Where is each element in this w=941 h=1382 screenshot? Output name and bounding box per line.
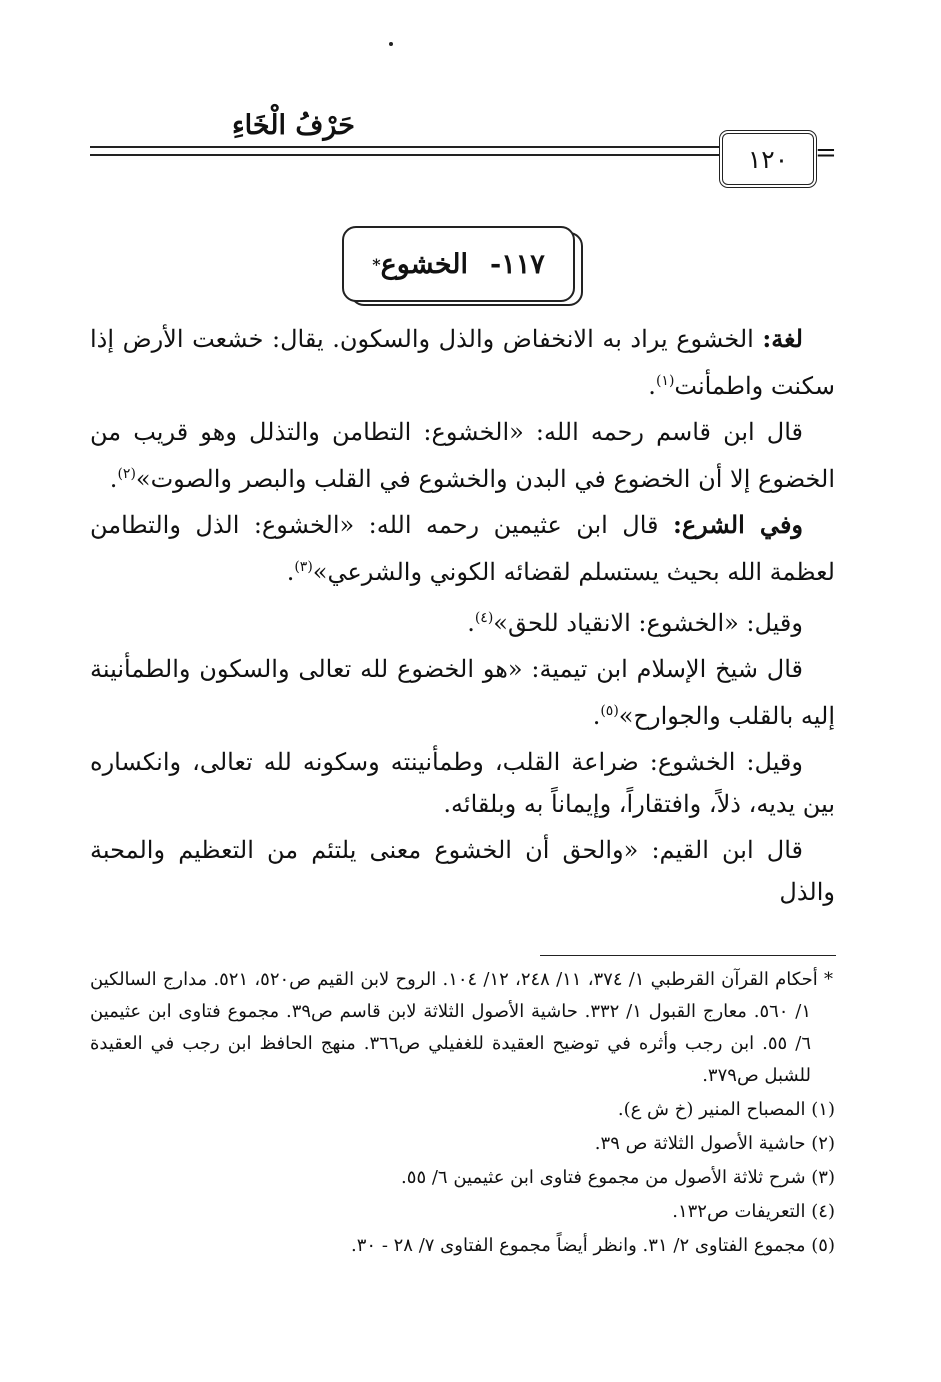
body-text (90, 318, 835, 917)
chapter-title: حَرْفُ الْخَاءِ (231, 110, 355, 141)
footnote-ref-3[interactable]: (٣) (294, 559, 313, 575)
header-mark: = (815, 138, 837, 168)
top-dot (389, 42, 393, 46)
footnote-sources: * أحكام القرآن القرطبي ١/ ٣٧٤، ١١/ ٢٤٨، ١٢/ ١٠٤. الروح لابن القيم ص٥٢٠، ٥٢١. مدارج السالكين ١/ ٥٦٠. معارج القبول ١/ ٣٣٢. حاشية الأصول الثلاثة لابن قاسم ص٣٩. مجموع فتاوى ابن عثيمين ٦/ ٥٥. ابن رجب وأثره في توضيح العقيدة للغفيلي ص٣٦٦. منهج الحافظ ابن رجب في العقيدة للشبل ص٣٧٩. (90, 969, 834, 1086)
footnote-4: (٤) التعريفات ص١٣٢. (672, 1201, 835, 1222)
entry-number: ١١٧- (489, 248, 545, 280)
footnotes (90, 964, 835, 1262)
paragraph-ibn-taymiyya: قال شيخ الإسلام ابن تيمية: «هو الخضوع لله تعالى والسكون والطمأنينة إليه بالقلب والجوارح»$^{(٥)}$. (90, 655, 835, 730)
footnote-5: (٥) مجموع الفتاوى ٢/ ٣١. وانظر أيضاً مجموع الفتاوى ٧/ ٢٨ - ٣٠. (351, 1235, 835, 1256)
footnote-ref-2[interactable]: (٢) (117, 466, 136, 482)
label-lexical: لغة: (762, 324, 803, 353)
footnote-ref-4[interactable]: (٤) (474, 610, 494, 626)
entry-asterisk: * (372, 254, 381, 274)
paragraph-ibn-qayyim: قال ابن القيم: «والحق أن الخشوع معنى يلتئم من التعظيم والمحبة والذل (90, 836, 835, 906)
footnote-ref-5[interactable]: (٥) (600, 703, 619, 719)
paragraph-dara'a: وقيل: الخشوع: ضراعة القلب، وطمأنينته وسكونه لله تعالى، وانكساره بين يديه، ذلاً، وافتقاراً، وإيماناً به وبلقائه. (90, 748, 835, 818)
page-number: ١٢٠ (719, 130, 817, 188)
footnote-1: (١) المصباح المنير (خ ش ع). (617, 1099, 835, 1120)
footnote-separator (540, 955, 836, 956)
entry-title: الخشوع (380, 248, 468, 280)
paragraph-ibn-qasim-text: قال ابن قاسم رحمه الله: «الخشوع: التطامن والتذلل وهو قريب من الخضوع إلا أن الخضوع في البدن والخشوع في القلب والبصر والصوت» (90, 418, 835, 493)
footnote-ref-1[interactable]: (١) (655, 373, 675, 389)
label-shari: وفي الشرع: (672, 510, 804, 539)
paragraph-inqiyad-text: وقيل: «الخشوع: الانقياد للحق» (493, 609, 803, 637)
paragraph-inqiyad: وقيل: «الخشوع: الانقياد للحق»$^{(٤)}$. (467, 609, 803, 637)
paragraph-ibn-qasim: قال ابن قاسم رحمه الله: «الخشوع: التطامن والتذلل وهو قريب من الخضوع إلا أن الخضوع في البدن والخشوع في القلب والبصر والصوت»$^{(٢)}$. (90, 418, 835, 493)
entry-title-box (342, 226, 575, 302)
paragraph-lexical-text: الخشوع يراد به الانخفاض والذل والسكون. يقال: خشعت الأرض إذا سكنت واطمأنت (90, 325, 835, 400)
footnote-2: (٢) حاشية الأصول الثلاثة ص ٣٩. (594, 1133, 835, 1154)
paragraph-shari: وفي الشرع: قال ابن عثيمين رحمه الله: «الخشوع: الذل والتطامن لعظمة الله بحيث يستسلم لقضائه الكوني والشرعي»$^{(٣)}$. (90, 510, 835, 586)
paragraph-shari-text: قال ابن عثيمين رحمه الله: «الخشوع: الذل والتطامن لعظمة الله بحيث يستسلم لقضائه الكوني والشرعي» (90, 511, 835, 586)
footnote-3: (٣) شرح ثلاثة الأصول من مجموع فتاوى ابن عثيمين ٦/ ٥٥. (401, 1167, 835, 1188)
paragraph-ibn-taymiyya-text: قال شيخ الإسلام ابن تيمية: «هو الخضوع لله تعالى والسكون والطمأنينة إليه بالقلب والجوارح» (90, 655, 835, 730)
paragraph-lexical: لغة: الخشوع يراد به الانخفاض والذل والسكون. يقال: خشعت الأرض إذا سكنت واطمأنت$^{(١)}$. (90, 324, 835, 400)
